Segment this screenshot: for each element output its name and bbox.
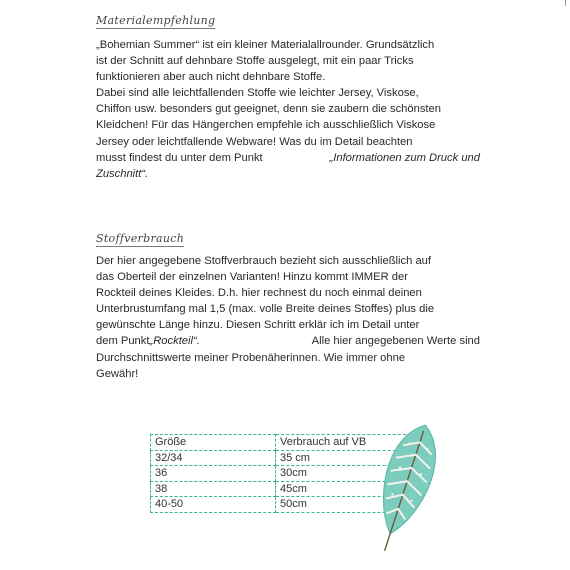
text-line: Dabei sind alle leichtfallenden Stoffe wie leichter Jersey, Viskose, (96, 87, 419, 100)
size-cell: 38 (151, 481, 276, 497)
text-line (96, 166, 480, 182)
materialempfehlung-paragraph (96, 37, 480, 182)
text-line: Kleidchen! Für das Hängerchen empfehle ich ausschließlich Viskose (96, 119, 436, 132)
page-edge-line (565, 0, 566, 6)
consumption-cell: 30cm (276, 466, 411, 482)
feather-icon (360, 418, 450, 558)
text-line: das Oberteil der einzelnen Varianten! Hinzu kommt IMMER der (96, 271, 408, 284)
text-line: Rockteil deines Kleides. D.h. hier rechnest du noch einmal deinen (96, 287, 422, 300)
text-fragment: musst findest du unter dem Punkt (96, 151, 263, 164)
text-line: Jersey oder leichtfallende Webware! Was du im Detail beachten (96, 135, 413, 148)
text-line: Durchschnittswerte meiner Probenäherinnen. Wie immer ohne (96, 351, 406, 364)
table-header-consumption: Verbrauch auf VB (276, 435, 411, 451)
text-line: Der hier angegebene Stoffverbrauch bezieht sich ausschließlich auf (96, 255, 431, 267)
text-line: ist der Schnitt auf dehnbare Stoffe ausgelegt, mit ein paar Tricks (96, 55, 414, 68)
text-line: Gewähr! (96, 367, 139, 380)
italic-reference: Zuschnitt“. (96, 167, 149, 180)
section-heading-stoffverbrauch: Stoffverbrauch (96, 232, 185, 245)
text-line: Chiffon usw. besonders gut geeignet, denn sie zaubern die schönsten (96, 103, 441, 116)
text-line (96, 150, 480, 166)
text-line: funktionieren aber auch nicht dehnbare Stoffe. (96, 71, 326, 84)
size-cell: 32/34 (151, 450, 276, 466)
italic-reference: „Informationen zum Druck und (329, 151, 480, 164)
stoffverbrauch-paragraph (96, 253, 480, 382)
section-heading-materialempfehlung: Materialempfehlung (96, 14, 216, 27)
consumption-cell: 50cm (276, 497, 411, 513)
text-line: „Bohemian Summer“ ist ein kleiner Materialallrounder. Grundsätzlich (96, 39, 435, 51)
italic-reference: „Rockteil“. (149, 335, 200, 348)
text-fragment: dem Punkt (96, 335, 150, 348)
text-line (96, 333, 480, 349)
consumption-cell: 45cm (276, 481, 411, 497)
size-cell: 36 (151, 466, 276, 482)
text-line: gewünschte Länge hinzu. Diesen Schritt erklär ich im Detail unter (96, 319, 420, 332)
consumption-cell: 35 cm (276, 450, 411, 466)
text-line: Unterbrustumfang mal 1,5 (max. volle Breite deines Stoffes) plus die (96, 303, 435, 316)
table-header-size: Größe (151, 435, 276, 451)
size-cell: 40-50 (151, 497, 276, 513)
text-fragment: Alle hier angegebenen Werte sind (311, 335, 480, 348)
